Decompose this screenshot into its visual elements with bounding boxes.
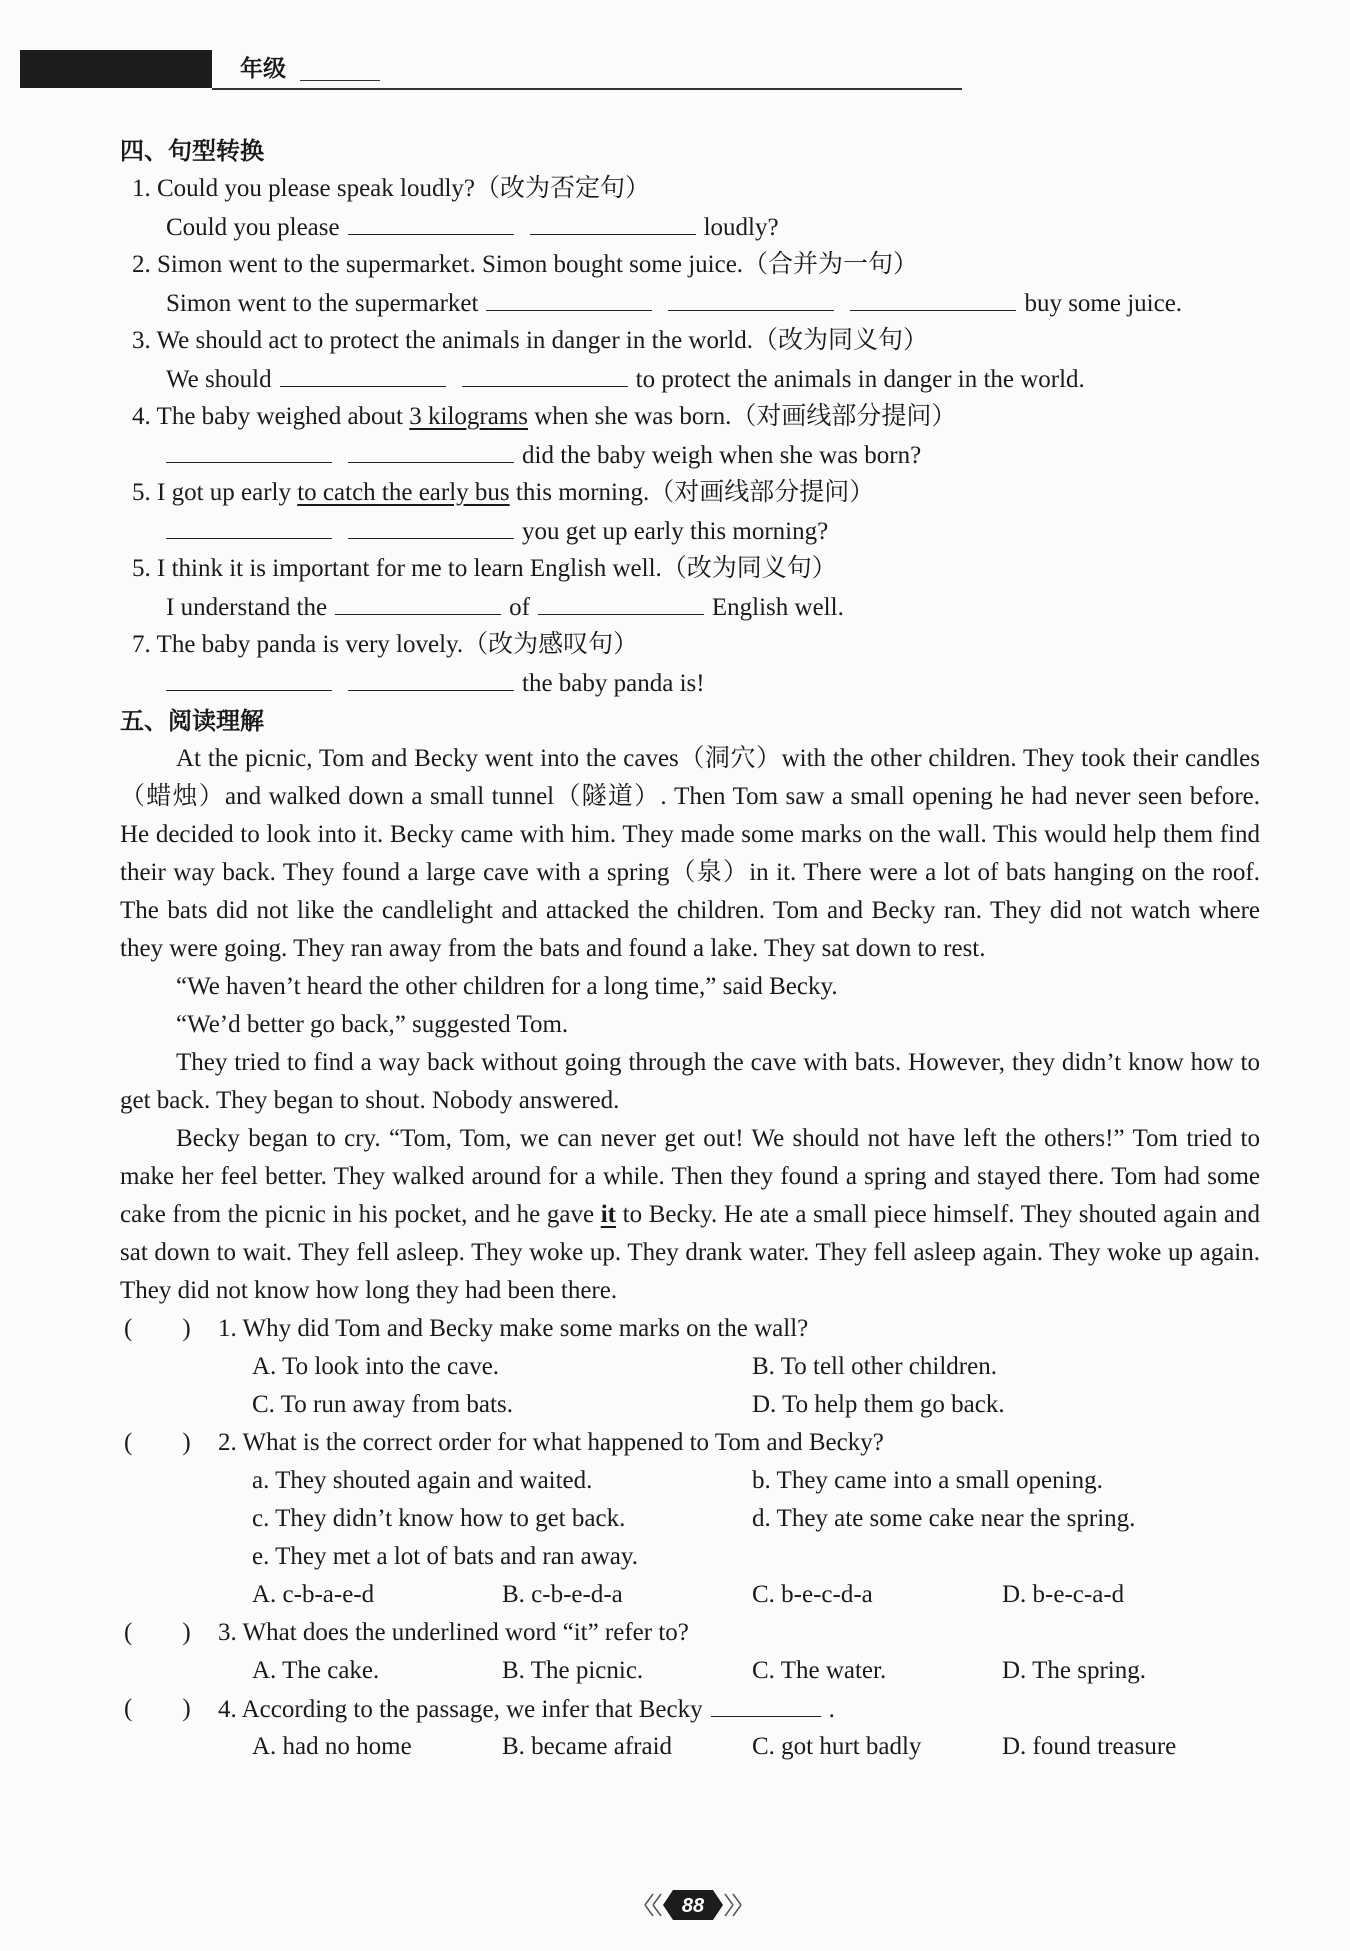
question-5: 5. I got up early to catch the early bus this morning.（对画线部分提问） bbox=[132, 479, 875, 506]
option[interactable]: C. b-e-c-d-a bbox=[752, 1581, 873, 1608]
header-bar bbox=[20, 50, 212, 88]
event-item: c. They didn’t know how to get back. bbox=[252, 1505, 626, 1532]
answer-blank[interactable] bbox=[335, 588, 501, 615]
option[interactable]: C. The water. bbox=[752, 1657, 887, 1684]
option[interactable]: A. To look into the cave. bbox=[252, 1353, 500, 1380]
answer-4: did the baby weigh when she was born? bbox=[120, 436, 1260, 474]
option[interactable]: D. To help them go back. bbox=[752, 1391, 1005, 1418]
underlined-phrase: to catch the early bus bbox=[297, 479, 510, 506]
answer-blank[interactable] bbox=[280, 360, 446, 387]
answer-blank[interactable] bbox=[348, 664, 514, 691]
passage-paragraph: Becky began to cry. “Tom, Tom, we can never get out! We should not have left the others!” Tom tried to make her feel better. They walked around for a while. Then they found a spring and stayed there. Tom had some cake from the picnic in his pocket, and he gave it to Becky. He ate a small piece himself. They shouted again and sat down to wait. They fell asleep. They woke up. They drank water. They fell asleep again. They woke up again. They did not know how long they had been there. bbox=[120, 1125, 1260, 1304]
question-4: 4. The baby weighed about 3 kilograms when she was born.（对画线部分提问） bbox=[132, 403, 957, 430]
answer-blank[interactable] bbox=[530, 208, 696, 235]
passage-paragraph: They tried to find a way back without going through the cave with bats. However, they didn’t know how to get back. They began to shout. Nobody answered. bbox=[120, 1049, 1260, 1114]
question-text: 2. What is the correct order for what happened to Tom and Becky? bbox=[218, 1429, 884, 1456]
option[interactable]: A. c-b-a-e-d bbox=[252, 1581, 375, 1608]
grade-label: 年级 bbox=[240, 56, 286, 82]
page-number: 88 bbox=[681, 1895, 705, 1917]
option[interactable]: C. got hurt badly bbox=[752, 1733, 922, 1760]
header-rule bbox=[212, 88, 962, 90]
option-row bbox=[120, 1576, 1260, 1614]
underlined-word: it bbox=[600, 1201, 617, 1228]
question-3: 3. We should act to protect the animals in danger in the world.（改为同义句） bbox=[132, 327, 928, 354]
option[interactable]: B. became afraid bbox=[502, 1733, 673, 1760]
passage-paragraph: “We’d better go back,” suggested Tom. bbox=[176, 1011, 569, 1038]
question-1: 1. Could you please speak loudly?（改为否定句） bbox=[132, 175, 650, 202]
question-6: 5. I think it is important for me to learn English well.（改为同义句） bbox=[132, 555, 837, 582]
answer-blank[interactable] bbox=[166, 664, 332, 691]
answer-blank[interactable] bbox=[348, 512, 514, 539]
answer-blank[interactable] bbox=[462, 360, 628, 387]
mc-question bbox=[120, 1690, 1260, 1728]
answer-2: Simon went to the supermarket buy some juice. bbox=[120, 284, 1260, 322]
page-number-badge bbox=[643, 1880, 743, 1930]
question-2: 2. Simon went to the supermarket. Simon bought some juice.（合并为一句） bbox=[132, 251, 919, 278]
answer-blank[interactable] bbox=[348, 436, 514, 463]
option-row bbox=[120, 1348, 1260, 1386]
event-item: b. They came into a small opening. bbox=[752, 1467, 1103, 1494]
section-title: 五、阅读理解 bbox=[120, 707, 264, 735]
option[interactable]: D. found treasure bbox=[1002, 1733, 1177, 1760]
answer-parenthesis[interactable]: ( ) bbox=[124, 1695, 191, 1722]
answer-blank[interactable] bbox=[166, 436, 332, 463]
page-badge-icon bbox=[643, 1880, 743, 1930]
passage-paragraph: “We haven’t heard the other children for a long time,” said Becky. bbox=[176, 973, 838, 1000]
question-text: 3. What does the underlined word “it” refer to? bbox=[218, 1619, 689, 1646]
option[interactable]: B. The picnic. bbox=[502, 1657, 644, 1684]
answer-1: Could you please loudly? bbox=[120, 208, 1260, 246]
option[interactable]: A. The cake. bbox=[252, 1657, 380, 1684]
option-row bbox=[120, 1386, 1260, 1424]
answer-7: the baby panda is! bbox=[120, 664, 1260, 702]
content bbox=[120, 132, 1260, 1766]
answer-blank[interactable] bbox=[668, 284, 834, 311]
underlined-phrase: 3 kilograms bbox=[409, 403, 528, 430]
question-text: 1. Why did Tom and Becky make some marks on the wall? bbox=[218, 1315, 809, 1342]
answer-blank[interactable] bbox=[486, 284, 652, 311]
option[interactable]: D. The spring. bbox=[1002, 1657, 1146, 1684]
answer-parenthesis[interactable]: ( ) bbox=[124, 1619, 191, 1646]
answer-blank[interactable] bbox=[348, 208, 514, 235]
question-text: 4. According to the passage, we infer that Becky . bbox=[218, 1690, 835, 1729]
option[interactable]: C. To run away from bats. bbox=[252, 1391, 513, 1418]
answer-5: you get up early this morning? bbox=[120, 512, 1260, 550]
mc-question bbox=[120, 1310, 1260, 1348]
option[interactable]: A. had no home bbox=[252, 1733, 412, 1760]
event-item: d. They ate some cake near the spring. bbox=[752, 1505, 1136, 1532]
option[interactable]: B. To tell other children. bbox=[752, 1353, 997, 1380]
event-row bbox=[120, 1538, 1260, 1576]
question-7: 7. The baby panda is very lovely.（改为感叹句） bbox=[132, 631, 639, 658]
event-item: a. They shouted again and waited. bbox=[252, 1467, 593, 1494]
event-row bbox=[120, 1462, 1260, 1500]
passage-paragraph: At the picnic, Tom and Becky went into the caves（洞穴）with the other children. They took their candles（蜡烛）and walked down a small tunnel（隧道）. Then Tom saw a small opening he had never seen before. He decided to look into it. Becky came with him. They made some marks on the wall. This would help them find their way back. They found a large cave with a spring（泉）in it. There were a lot of bats hanging on the roof. The bats did not like the candlelight and attacked the children. Tom and Becky ran. They did not watch where they were going. They ran away from the bats and found a lake. They sat down to rest. bbox=[120, 745, 1260, 962]
answer-parenthesis[interactable]: ( ) bbox=[124, 1429, 191, 1456]
grade-blank[interactable] bbox=[300, 80, 380, 81]
section-title: 四、句型转换 bbox=[120, 137, 264, 165]
answer-blank[interactable] bbox=[850, 284, 1016, 311]
answer-6: I understand the of English well. bbox=[120, 588, 1260, 626]
option-row bbox=[120, 1728, 1260, 1766]
event-row bbox=[120, 1500, 1260, 1538]
event-item: e. They met a lot of bats and ran away. bbox=[252, 1543, 638, 1570]
mc-question bbox=[120, 1614, 1260, 1652]
option[interactable]: D. b-e-c-a-d bbox=[1002, 1581, 1125, 1608]
answer-3: We should to protect the animals in danger in the world. bbox=[120, 360, 1260, 398]
answer-blank[interactable] bbox=[538, 588, 704, 615]
answer-blank[interactable] bbox=[711, 1690, 821, 1717]
option[interactable]: B. c-b-e-d-a bbox=[502, 1581, 623, 1608]
mc-question bbox=[120, 1424, 1260, 1462]
option-row bbox=[120, 1652, 1260, 1690]
answer-parenthesis[interactable]: ( ) bbox=[124, 1315, 191, 1342]
answer-blank[interactable] bbox=[166, 512, 332, 539]
